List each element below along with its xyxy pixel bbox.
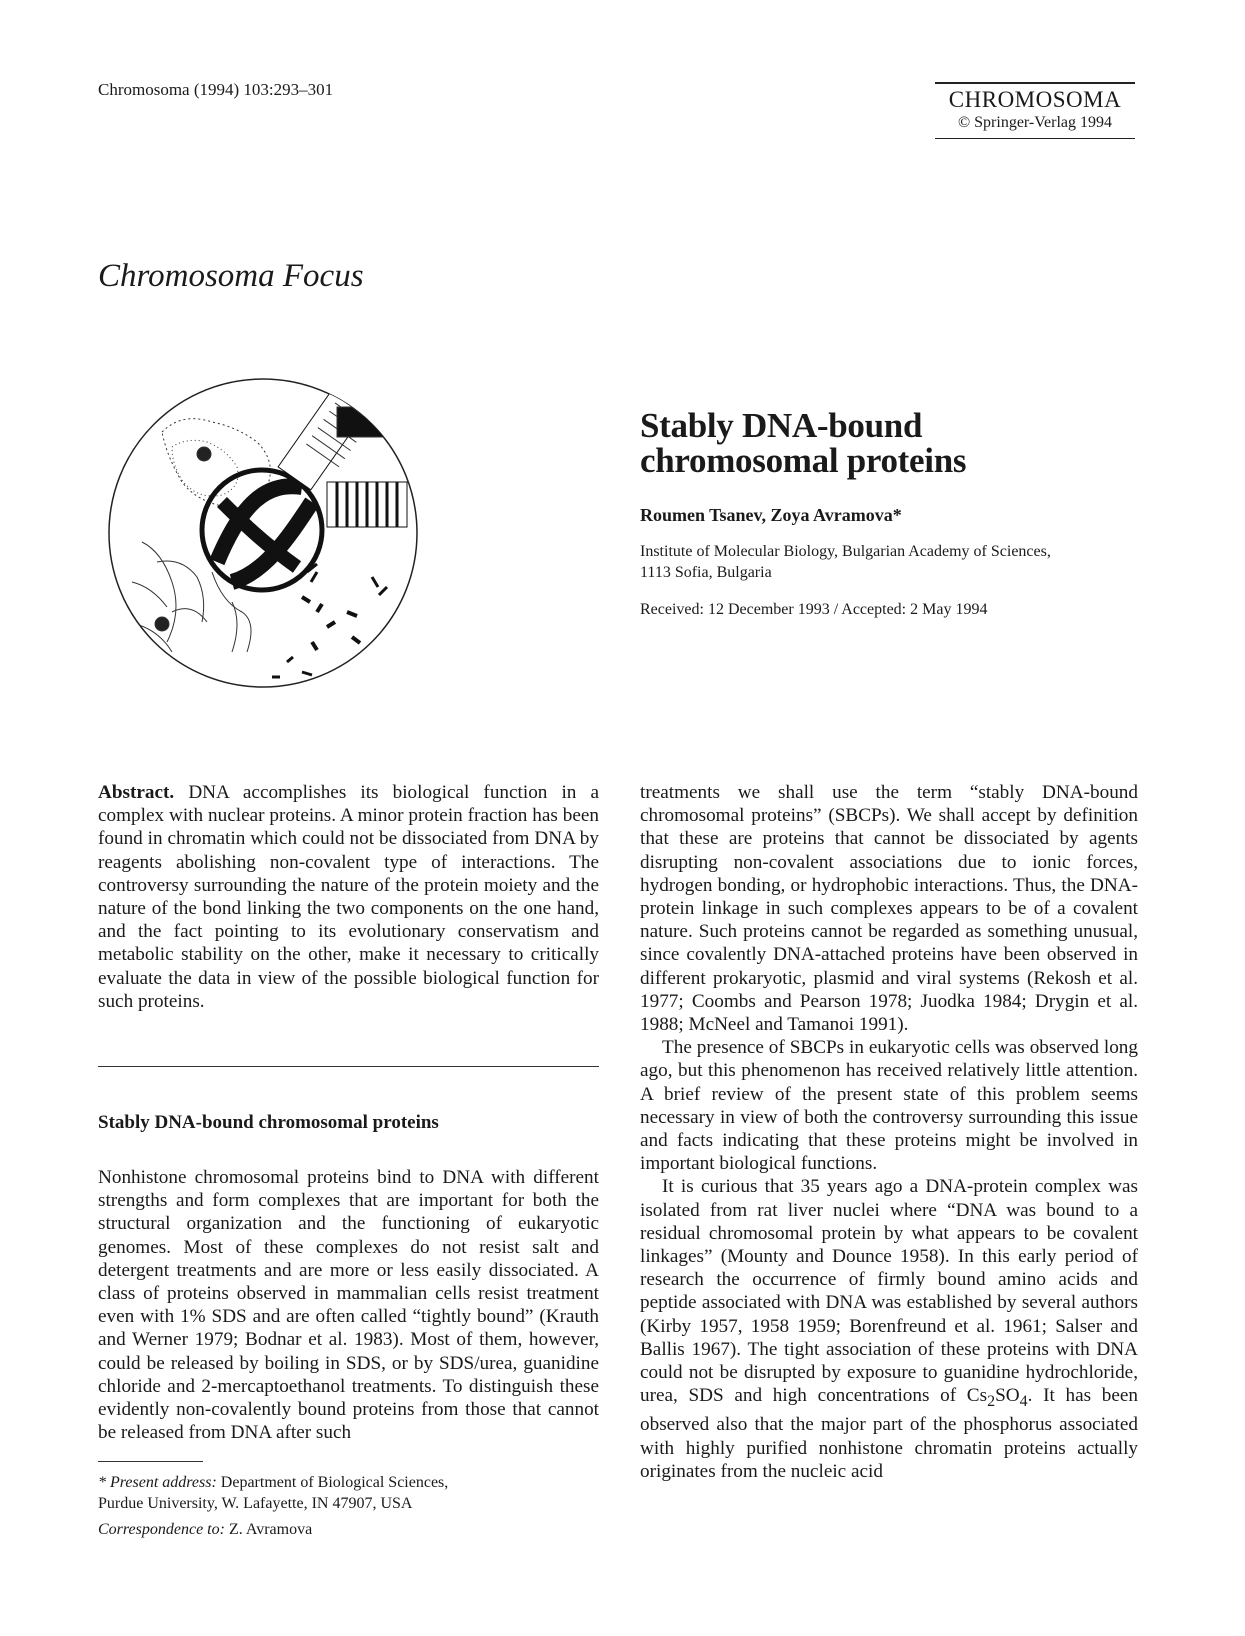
journal-citation: Chromosoma (1994) 103:293–301 <box>98 80 334 99</box>
masthead-bottom-rule <box>935 138 1135 139</box>
abstract-label: Abstract. <box>98 782 175 803</box>
footnote <box>98 1472 598 1514</box>
journal-copyright: © Springer-Verlag 1994 <box>957 114 1113 132</box>
body-right-column <box>640 781 1138 1483</box>
affiliation-line-1: Institute of Molecular Biology, Bulgarian Academy of Sciences, <box>640 543 1051 560</box>
affiliation <box>640 542 1140 584</box>
correspondence-name: Z. Avramova <box>228 1521 313 1538</box>
footnote-label: * Present address: <box>98 1474 217 1491</box>
footnote-line-2: Purdue University, W. Lafayette, IN 47907, USA <box>98 1495 413 1512</box>
body-paragraph-1: treatments we shall use the term “stably DNA-bound chromosomal proteins” (SBCPs). We shall accept by definition that these are proteins that cannot be dissociated by agents disrupting non-covalent associations due to ionic forces, hydrogen bonding, or hydrophobic interactions. Thus, the DNA-protein linkage in such complexes appears to be of a covalent nature. Such proteins cannot be regarded as something unusual, since covalently DNA-attached proteins have been observed in different prokaryotic, plasmid and viral systems (Rekosh et al. 1977; Coombs and Pearson 1978; Juodka 1984; Drygin et al. 1988; McNeel and Tamanoi 1991). <box>640 782 1138 1036</box>
abstract-divider <box>98 1066 599 1067</box>
abstract <box>98 781 599 1013</box>
article-title-line-1: Stably DNA-bound <box>640 406 923 445</box>
body-paragraph-3-formula: SO <box>995 1385 1020 1407</box>
affiliation-line-2: 1113 Sofia, Bulgaria <box>640 563 772 581</box>
subscript-4: 4 <box>1019 1393 1028 1411</box>
correspondence <box>98 1521 312 1539</box>
received-accepted-dates: Received: 12 December 1993 / Accepted: 2 May 1994 <box>640 601 988 618</box>
article-title <box>640 408 966 478</box>
body-paragraph: Nonhistone chromosomal proteins bind to DNA with different strengths and form complexes that are important for both the structural organization and the functioning of eukaryotic genomes. Most of these complexes do not resist salt and detergent treatments and are more or less easily dissociated. A class of proteins observed in mammalian cells resist treatment even with 1% SDS and are often called “tightly bound” (Krauth and Werner 1979; Bodnar et al. 1983). Most of them, however, could be released by boiling in SDS, or by SDS/urea, guanidine chloride and 2-mercaptoethanol treatments. To distinguish these evidently non-covalently bound proteins from those that cannot be released from DNA after such <box>98 1167 599 1444</box>
section-heading: Stably DNA-bound chromosomal proteins <box>98 1112 439 1133</box>
journal-masthead <box>935 82 1135 139</box>
authors: Roumen Tsanev, Zoya Avramova* <box>640 505 902 525</box>
subscript-2: 2 <box>987 1393 996 1411</box>
body-left-column <box>98 1166 599 1444</box>
footnote-line-1: Department of Biological Sciences, <box>220 1474 449 1491</box>
body-paragraph-3-part-a: It is curious that 35 years ago a DNA-protein complex was isolated from rat liver nuclei where “DNA was bound to a residual chromosomal protein by what appears to be covalent linkages” (Mounty and Dounce 1958). In this early period of research the occurrence of firmly bound amino acids and peptide associated with DNA was established by several authors (Kirby 1957, 1958 1959; Borenfreund et al. 1961; Salser and Ballis 1967). The tight association of these proteins with DNA could not be disrupted by exposure to guanidine hydrochloride, urea, SDS and high concentrations of Cs <box>640 1176 1138 1407</box>
section-label: Chromosoma Focus <box>98 258 364 294</box>
footnote-rule <box>98 1461 203 1462</box>
illustration-graphic <box>102 372 424 694</box>
body-paragraph-3 <box>640 1175 1138 1482</box>
body-paragraph-3-part-b: . It has been observed also that the major part of the phosphorus associated with highly purified nonhistone chromatin proteins actually originates from the nucleic acid <box>640 1385 1138 1482</box>
chromosome-illustration <box>102 372 424 694</box>
abstract-text: DNA accomplishes its biological function in a complex with nuclear proteins. A minor protein fraction has been found in chromatin which could not be dissociated from DNA by reagents abolishing non-covalent type of interactions. The controversy surrounding the nature of the protein moiety and the nature of the bond linking the two components on the one hand, and the fact pointing to its evolutionary conservatism and metabolic stability on the other, make it necessary to critically evaluate the data in view of the possible biological function for such proteins. <box>98 782 600 1012</box>
correspondence-label: Correspondence to: <box>98 1521 225 1538</box>
masthead-top-rule <box>935 82 1135 84</box>
body-paragraph-2: The presence of SBCPs in eukaryotic cells was observed long ago, but this phenomenon has received relatively little attention. A brief review of the present state of this problem seems necessary in view of both the controversy surrounding this issue and facts indicating that these proteins might be involved in important biological functions. <box>640 1037 1138 1175</box>
article-title-line-2: chromosomal proteins <box>640 441 967 480</box>
journal-name: CHROMOSOMA <box>948 87 1122 112</box>
